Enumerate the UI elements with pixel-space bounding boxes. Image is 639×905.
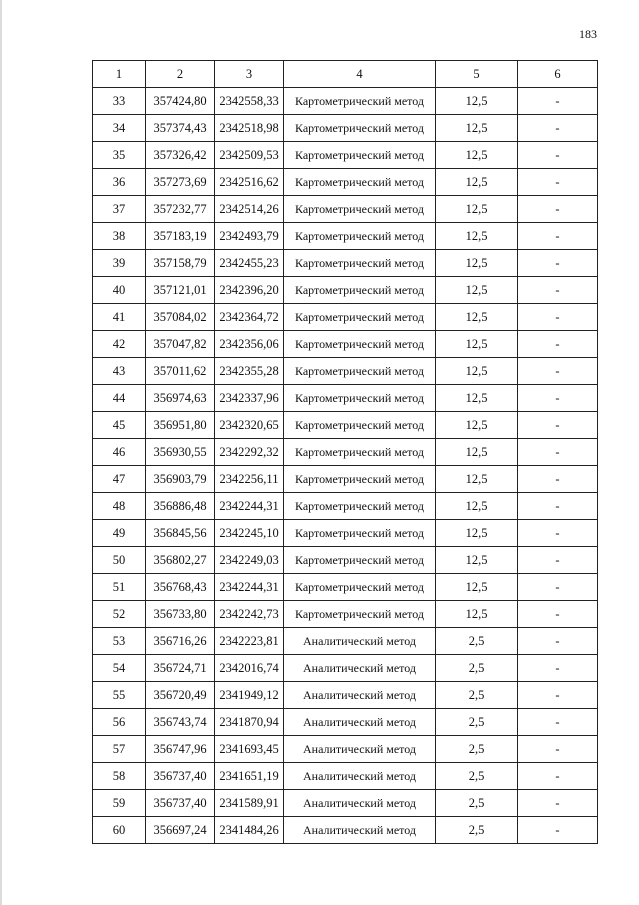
- point-number-cell: 59: [93, 790, 146, 817]
- scan-edge: [0, 0, 2, 905]
- point-number-cell: 34: [93, 115, 146, 142]
- x-coordinate-cell: 356845,56: [146, 520, 215, 547]
- accuracy-cell: 12,5: [436, 115, 518, 142]
- accuracy-cell: 12,5: [436, 385, 518, 412]
- method-cell: Картометрический метод: [284, 115, 436, 142]
- point-number-cell: 48: [93, 493, 146, 520]
- accuracy-cell: 12,5: [436, 223, 518, 250]
- note-cell: -: [518, 142, 598, 169]
- method-cell: Аналитический метод: [284, 628, 436, 655]
- y-coordinate-cell: 2342249,03: [215, 547, 284, 574]
- table-row: [93, 790, 598, 817]
- point-number-cell: 33: [93, 88, 146, 115]
- y-coordinate-cell: 2342396,20: [215, 277, 284, 304]
- point-number-cell: 38: [93, 223, 146, 250]
- x-coordinate-cell: 357273,69: [146, 169, 215, 196]
- accuracy-cell: 2,5: [436, 682, 518, 709]
- accuracy-cell: 12,5: [436, 277, 518, 304]
- accuracy-cell: 12,5: [436, 88, 518, 115]
- x-coordinate-cell: 357326,42: [146, 142, 215, 169]
- point-number-cell: 54: [93, 655, 146, 682]
- y-coordinate-cell: 2342244,31: [215, 574, 284, 601]
- x-coordinate-cell: 356737,40: [146, 790, 215, 817]
- y-coordinate-cell: 2342518,98: [215, 115, 284, 142]
- accuracy-cell: 12,5: [436, 574, 518, 601]
- x-coordinate-cell: 357121,01: [146, 277, 215, 304]
- table-row: [93, 277, 598, 304]
- y-coordinate-cell: 2342558,33: [215, 88, 284, 115]
- accuracy-cell: 12,5: [436, 358, 518, 385]
- method-cell: Картометрический метод: [284, 88, 436, 115]
- x-coordinate-cell: 357084,02: [146, 304, 215, 331]
- note-cell: -: [518, 115, 598, 142]
- method-cell: Аналитический метод: [284, 682, 436, 709]
- note-cell: -: [518, 547, 598, 574]
- y-coordinate-cell: 2342356,06: [215, 331, 284, 358]
- accuracy-cell: 12,5: [436, 601, 518, 628]
- method-cell: Аналитический метод: [284, 817, 436, 844]
- table-row: [93, 439, 598, 466]
- x-coordinate-cell: 356802,27: [146, 547, 215, 574]
- y-coordinate-cell: 2341693,45: [215, 736, 284, 763]
- table-header-row: [93, 61, 598, 88]
- accuracy-cell: 12,5: [436, 412, 518, 439]
- point-number-cell: 39: [93, 250, 146, 277]
- x-coordinate-cell: 356951,80: [146, 412, 215, 439]
- y-coordinate-cell: 2342337,96: [215, 385, 284, 412]
- note-cell: -: [518, 628, 598, 655]
- y-coordinate-cell: 2342223,81: [215, 628, 284, 655]
- note-cell: -: [518, 520, 598, 547]
- table-row: [93, 142, 598, 169]
- note-cell: -: [518, 358, 598, 385]
- y-coordinate-cell: 2341484,26: [215, 817, 284, 844]
- method-cell: Картометрический метод: [284, 196, 436, 223]
- column-header: 3: [215, 61, 284, 88]
- method-cell: Картометрический метод: [284, 142, 436, 169]
- method-cell: Картометрический метод: [284, 277, 436, 304]
- method-cell: Аналитический метод: [284, 709, 436, 736]
- y-coordinate-cell: 2342242,73: [215, 601, 284, 628]
- table-row: [93, 385, 598, 412]
- table-body: [93, 88, 598, 844]
- y-coordinate-cell: 2341949,12: [215, 682, 284, 709]
- x-coordinate-cell: 356903,79: [146, 466, 215, 493]
- table-row: [93, 628, 598, 655]
- point-number-cell: 60: [93, 817, 146, 844]
- x-coordinate-cell: 357232,77: [146, 196, 215, 223]
- method-cell: Аналитический метод: [284, 790, 436, 817]
- note-cell: -: [518, 682, 598, 709]
- note-cell: -: [518, 412, 598, 439]
- x-coordinate-cell: 356747,96: [146, 736, 215, 763]
- table-row: [93, 88, 598, 115]
- x-coordinate-cell: 357374,43: [146, 115, 215, 142]
- method-cell: Картометрический метод: [284, 412, 436, 439]
- note-cell: -: [518, 277, 598, 304]
- table-row: [93, 736, 598, 763]
- method-cell: Картометрический метод: [284, 547, 436, 574]
- table-row: [93, 520, 598, 547]
- x-coordinate-cell: 357047,82: [146, 331, 215, 358]
- y-coordinate-cell: 2342509,53: [215, 142, 284, 169]
- accuracy-cell: 12,5: [436, 520, 518, 547]
- y-coordinate-cell: 2342245,10: [215, 520, 284, 547]
- table-row: [93, 223, 598, 250]
- y-coordinate-cell: 2342514,26: [215, 196, 284, 223]
- x-coordinate-cell: 356737,40: [146, 763, 215, 790]
- note-cell: -: [518, 304, 598, 331]
- x-coordinate-cell: 356768,43: [146, 574, 215, 601]
- note-cell: -: [518, 385, 598, 412]
- x-coordinate-cell: 356724,71: [146, 655, 215, 682]
- accuracy-cell: 12,5: [436, 547, 518, 574]
- table-row: [93, 709, 598, 736]
- note-cell: -: [518, 763, 598, 790]
- x-coordinate-cell: 356697,24: [146, 817, 215, 844]
- column-header: 1: [93, 61, 146, 88]
- column-header: 5: [436, 61, 518, 88]
- table-row: [93, 304, 598, 331]
- point-number-cell: 53: [93, 628, 146, 655]
- note-cell: -: [518, 439, 598, 466]
- y-coordinate-cell: 2342355,28: [215, 358, 284, 385]
- page-number: 183: [579, 27, 597, 41]
- point-number-cell: 47: [93, 466, 146, 493]
- table-row: [93, 169, 598, 196]
- x-coordinate-cell: 356743,74: [146, 709, 215, 736]
- point-number-cell: 50: [93, 547, 146, 574]
- x-coordinate-cell: 356974,63: [146, 385, 215, 412]
- y-coordinate-cell: 2342256,11: [215, 466, 284, 493]
- accuracy-cell: 12,5: [436, 439, 518, 466]
- column-header: 2: [146, 61, 215, 88]
- accuracy-cell: 2,5: [436, 628, 518, 655]
- method-cell: Аналитический метод: [284, 763, 436, 790]
- method-cell: Аналитический метод: [284, 655, 436, 682]
- note-cell: -: [518, 88, 598, 115]
- y-coordinate-cell: 2342244,31: [215, 493, 284, 520]
- method-cell: Картометрический метод: [284, 169, 436, 196]
- point-number-cell: 43: [93, 358, 146, 385]
- y-coordinate-cell: 2341651,19: [215, 763, 284, 790]
- note-cell: -: [518, 493, 598, 520]
- y-coordinate-cell: 2342493,79: [215, 223, 284, 250]
- note-cell: -: [518, 169, 598, 196]
- method-cell: Картометрический метод: [284, 223, 436, 250]
- point-number-cell: 36: [93, 169, 146, 196]
- x-coordinate-cell: 357424,80: [146, 88, 215, 115]
- accuracy-cell: 12,5: [436, 142, 518, 169]
- point-number-cell: 58: [93, 763, 146, 790]
- accuracy-cell: 2,5: [436, 736, 518, 763]
- point-number-cell: 46: [93, 439, 146, 466]
- y-coordinate-cell: 2341870,94: [215, 709, 284, 736]
- accuracy-cell: 12,5: [436, 304, 518, 331]
- accuracy-cell: 2,5: [436, 790, 518, 817]
- table-row: [93, 493, 598, 520]
- note-cell: -: [518, 709, 598, 736]
- method-cell: Картометрический метод: [284, 574, 436, 601]
- table-row: [93, 331, 598, 358]
- x-coordinate-cell: 357158,79: [146, 250, 215, 277]
- accuracy-cell: 2,5: [436, 655, 518, 682]
- x-coordinate-cell: 356930,55: [146, 439, 215, 466]
- point-number-cell: 40: [93, 277, 146, 304]
- accuracy-cell: 12,5: [436, 196, 518, 223]
- method-cell: Картометрический метод: [284, 385, 436, 412]
- y-coordinate-cell: 2342455,23: [215, 250, 284, 277]
- table-row: [93, 466, 598, 493]
- method-cell: Картометрический метод: [284, 493, 436, 520]
- point-number-cell: 41: [93, 304, 146, 331]
- note-cell: -: [518, 817, 598, 844]
- method-cell: Картометрический метод: [284, 331, 436, 358]
- method-cell: Картометрический метод: [284, 601, 436, 628]
- note-cell: -: [518, 736, 598, 763]
- y-coordinate-cell: 2342320,65: [215, 412, 284, 439]
- x-coordinate-cell: 357011,62: [146, 358, 215, 385]
- method-cell: Аналитический метод: [284, 736, 436, 763]
- x-coordinate-cell: 356733,80: [146, 601, 215, 628]
- coordinates-table: [92, 60, 598, 844]
- accuracy-cell: 2,5: [436, 709, 518, 736]
- x-coordinate-cell: 357183,19: [146, 223, 215, 250]
- method-cell: Картометрический метод: [284, 250, 436, 277]
- method-cell: Картометрический метод: [284, 466, 436, 493]
- column-header: 6: [518, 61, 598, 88]
- method-cell: Картометрический метод: [284, 439, 436, 466]
- note-cell: -: [518, 574, 598, 601]
- table-row: [93, 817, 598, 844]
- method-cell: Картометрический метод: [284, 304, 436, 331]
- point-number-cell: 44: [93, 385, 146, 412]
- accuracy-cell: 12,5: [436, 493, 518, 520]
- point-number-cell: 42: [93, 331, 146, 358]
- note-cell: -: [518, 655, 598, 682]
- y-coordinate-cell: 2342016,74: [215, 655, 284, 682]
- table-row: [93, 196, 598, 223]
- note-cell: -: [518, 250, 598, 277]
- method-cell: Картометрический метод: [284, 358, 436, 385]
- accuracy-cell: 12,5: [436, 331, 518, 358]
- note-cell: -: [518, 196, 598, 223]
- table-row: [93, 682, 598, 709]
- note-cell: -: [518, 790, 598, 817]
- x-coordinate-cell: 356716,26: [146, 628, 215, 655]
- note-cell: -: [518, 601, 598, 628]
- y-coordinate-cell: 2342292,32: [215, 439, 284, 466]
- table-row: [93, 574, 598, 601]
- table-row: [93, 547, 598, 574]
- y-coordinate-cell: 2342516,62: [215, 169, 284, 196]
- note-cell: -: [518, 223, 598, 250]
- x-coordinate-cell: 356886,48: [146, 493, 215, 520]
- point-number-cell: 37: [93, 196, 146, 223]
- accuracy-cell: 12,5: [436, 169, 518, 196]
- point-number-cell: 45: [93, 412, 146, 439]
- table-row: [93, 655, 598, 682]
- column-header: 4: [284, 61, 436, 88]
- accuracy-cell: 12,5: [436, 466, 518, 493]
- accuracy-cell: 2,5: [436, 817, 518, 844]
- point-number-cell: 51: [93, 574, 146, 601]
- point-number-cell: 35: [93, 142, 146, 169]
- table-row: [93, 412, 598, 439]
- point-number-cell: 56: [93, 709, 146, 736]
- point-number-cell: 52: [93, 601, 146, 628]
- accuracy-cell: 12,5: [436, 250, 518, 277]
- method-cell: Картометрический метод: [284, 520, 436, 547]
- y-coordinate-cell: 2341589,91: [215, 790, 284, 817]
- x-coordinate-cell: 356720,49: [146, 682, 215, 709]
- point-number-cell: 57: [93, 736, 146, 763]
- table-row: [93, 115, 598, 142]
- note-cell: -: [518, 466, 598, 493]
- note-cell: -: [518, 331, 598, 358]
- table-row: [93, 250, 598, 277]
- table-row: [93, 358, 598, 385]
- table-row: [93, 763, 598, 790]
- point-number-cell: 55: [93, 682, 146, 709]
- accuracy-cell: 2,5: [436, 763, 518, 790]
- point-number-cell: 49: [93, 520, 146, 547]
- table-row: [93, 601, 598, 628]
- y-coordinate-cell: 2342364,72: [215, 304, 284, 331]
